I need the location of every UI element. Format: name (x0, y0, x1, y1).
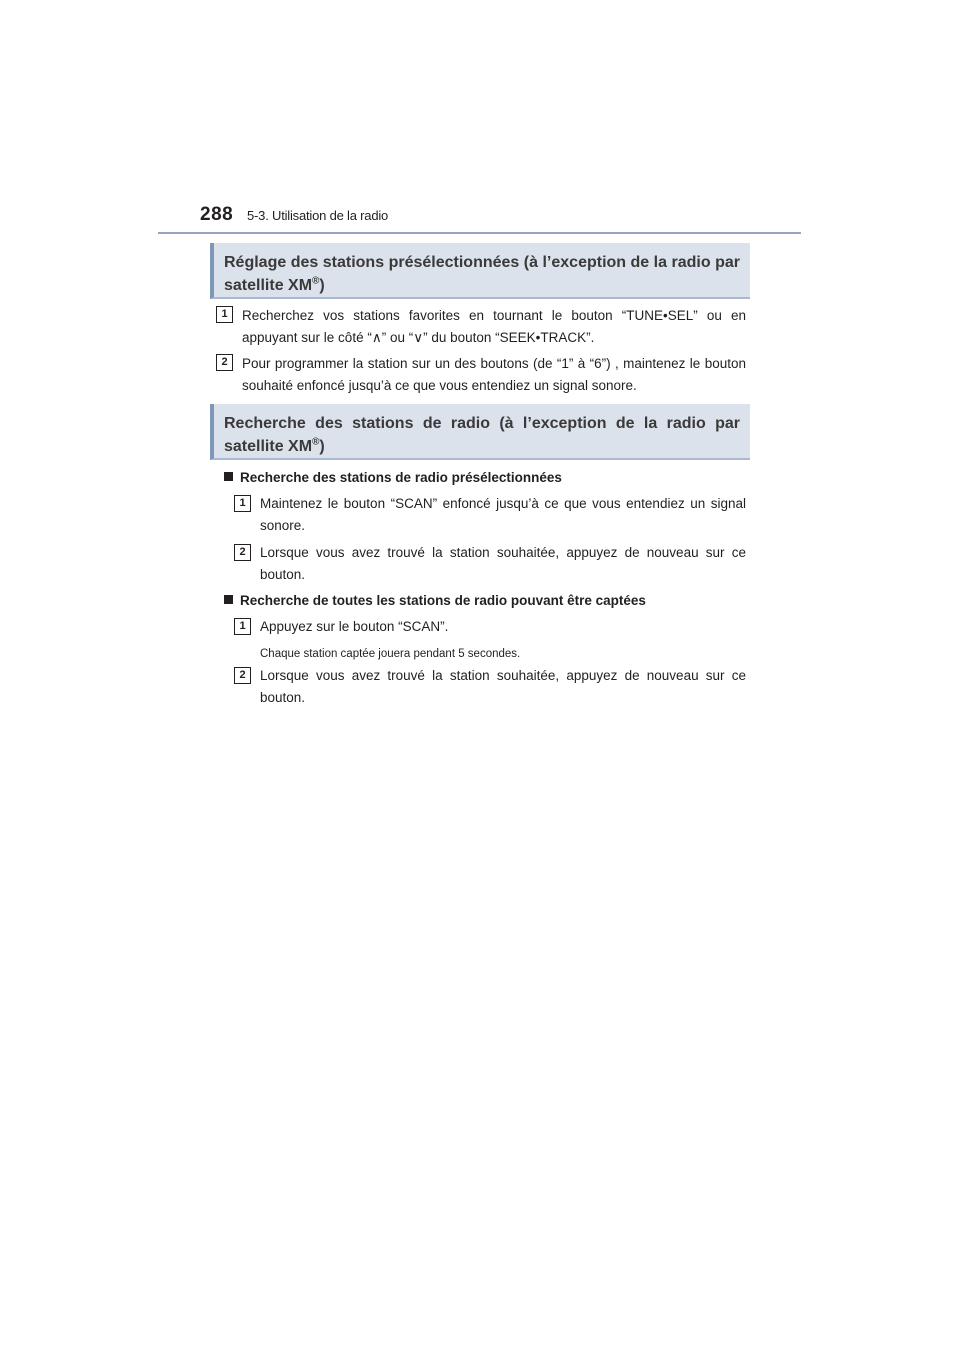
section2-heading (210, 404, 750, 460)
page-number: 288 (200, 204, 234, 225)
section-title: 5-3. Utilisation de la radio (247, 208, 389, 223)
registered-mark: ® (312, 436, 320, 448)
step-badge: 1 (216, 306, 233, 323)
step-note: Chaque station captée jouera pendant 5 secondes. (260, 648, 521, 660)
step-text: Appuyez sur le bouton “SCAN”. (260, 619, 449, 634)
square-bullet-icon (224, 472, 233, 481)
page-header (200, 204, 800, 230)
step-text: Lorsque vous avez trouvé la station souhaitée, appuyez de nouveau sur ce bouton. (260, 545, 746, 582)
section1-heading-close: ) (319, 277, 325, 294)
step-badge: 2 (234, 544, 251, 561)
step-badge: 1 (234, 618, 251, 635)
header-rule (158, 232, 801, 234)
step-text: Recherchez vos stations favorites en tournant le bouton “TUNE•SEL” ou en appuyant sur le côté “∧” ou “∨” du bouton “SEEK•TRACK”. (242, 308, 746, 345)
subsection-heading-text: Recherche de toutes les stations de radio pouvant être captées (240, 593, 646, 608)
section1-heading (210, 243, 750, 299)
square-bullet-icon (224, 595, 233, 604)
subsection-heading (224, 591, 646, 611)
step-badge: 2 (216, 354, 233, 371)
section2-heading-text: Recherche des stations de radio (à l’exception de la radio par satellite XM (224, 415, 740, 455)
registered-mark: ® (312, 275, 320, 287)
step-text: Lorsque vous avez trouvé la station souhaitée, appuyez de nouveau sur ce bouton. (260, 668, 746, 705)
subsection-heading (224, 468, 562, 488)
step-text: Maintenez le bouton “SCAN” enfoncé jusqu’à ce que vous entendiez un signal sonore. (260, 496, 746, 533)
step-text: Pour programmer la station sur un des boutons (de “1” à “6”) , maintenez le bouton souhaité enfoncé jusqu’à ce que vous entendiez un signal sonore. (242, 356, 746, 393)
section1-heading-text: Réglage des stations présélectionnées (à l’exception de la radio par satellite XM (224, 254, 740, 294)
step-badge: 2 (234, 667, 251, 684)
subsection-heading-text: Recherche des stations de radio présélectionnées (240, 470, 562, 485)
section2-heading-close: ) (319, 438, 325, 455)
step-badge: 1 (234, 495, 251, 512)
